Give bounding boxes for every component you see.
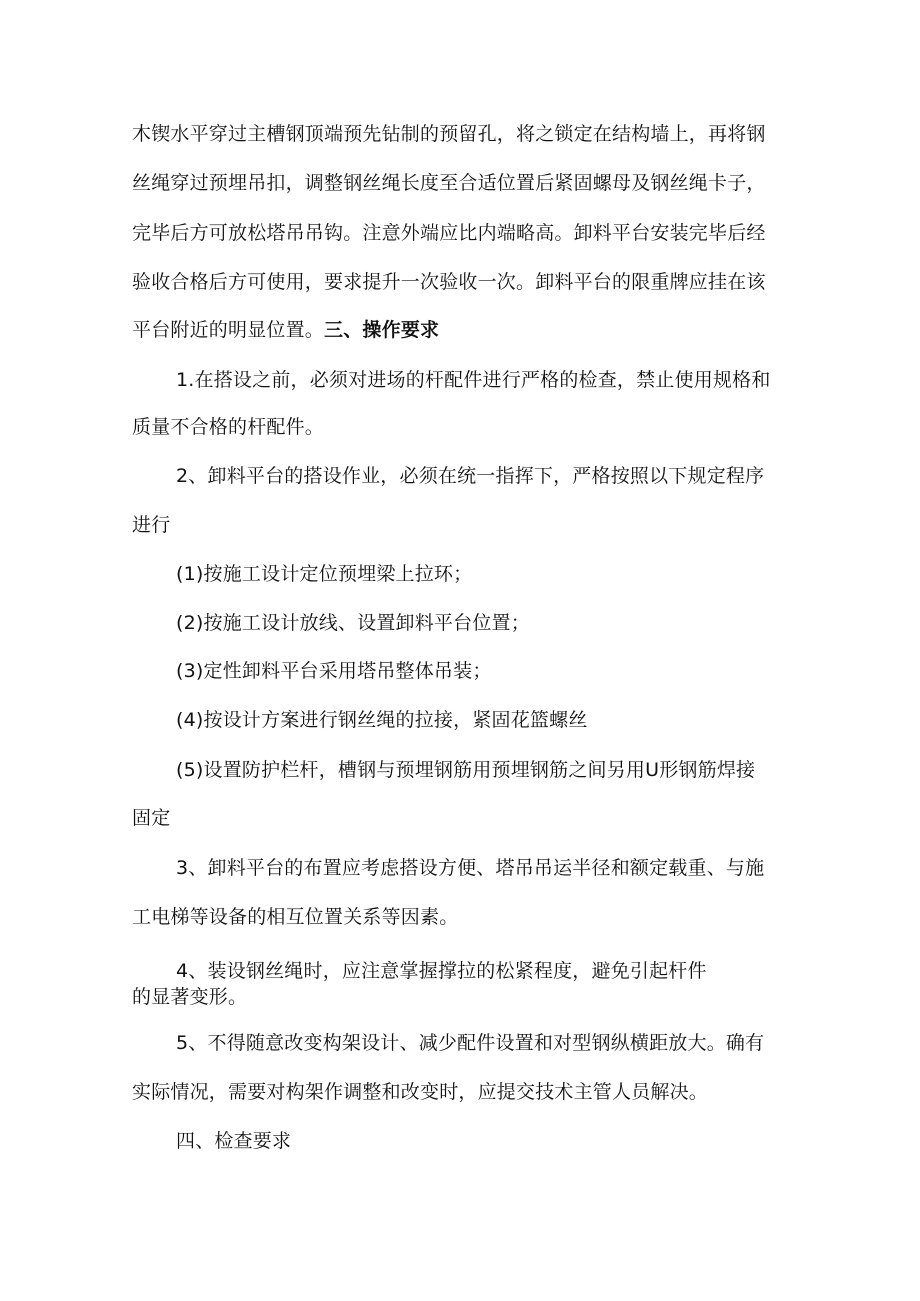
sub-item-4: (4)按设计方案进行钢丝绳的拉接，紧固花篮螺丝 (176, 709, 588, 731)
list-item-3-line: 3、卸料平台的布置应考虑搭设方便、塔吊吊运半径和额定载重、与施 (176, 857, 765, 879)
paragraph-line: 验收合格后方可使用，要求提升一次验收一次。卸料平台的限重牌应挂在该 (132, 271, 766, 293)
paragraph-line (132, 318, 439, 342)
section-heading-3: 三、操作要求 (324, 319, 440, 341)
list-item-2-line: 2、卸料平台的搭设作业，必须在统一指挥下，严格按照以下规定程序 (176, 465, 765, 487)
section-heading-4: 四、检查要求 (176, 1130, 292, 1152)
paragraph-line: 丝绳穿过预埋吊扣，调整钢丝绳长度至合适位置后紧固螺母及钢丝绳卡子， (132, 172, 766, 194)
sub-item-1: (1)按施工设计定位预埋梁上拉环； (176, 563, 473, 585)
sub-item-2: (2)按施工设计放线、设置卸料平台位置； (176, 612, 530, 634)
list-item-4-line: 的显著变形。 (132, 986, 248, 1008)
list-item-4-line: 4、装设钢丝绳时，应注意掌握撑拉的松紧程度，避免引起杆件 (176, 960, 707, 982)
list-item-1-line: 1.在搭设之前，必须对进场的杆配件进行严格的检查，禁止使用规格和 (176, 369, 771, 391)
paragraph-text: 平台附近的明显位置。 (132, 319, 325, 341)
list-item-5-line: 5、不得随意改变构架设计、减少配件设置和对型钢纵横距放大。确有 (176, 1032, 765, 1054)
list-item-2-line: 进行 (132, 514, 171, 536)
paragraph-line: 木锲水平穿过主槽钢顶端预先钻制的预留孔，将之锁定在结构墙上，再将钢 (132, 123, 766, 145)
list-item-5-line: 实际情况，需要对构架作调整和改变时，应提交技术主管人员解决。 (132, 1081, 709, 1103)
paragraph-line: 完毕后方可放松塔吊吊钩。注意外端应比内端略高。卸料平台安装完毕后经 (132, 222, 766, 244)
sub-item-5-line: (5)设置防护栏杆，槽钢与预埋钢筋用预埋钢筋之间另用U形钢筋焊接 (176, 759, 756, 781)
list-item-3-line: 工电梯等设备的相互位置关系等因素。 (132, 906, 459, 928)
list-item-1-line: 质量不合格的杆配件。 (132, 416, 325, 438)
sub-item-5-line: 固定 (132, 807, 171, 829)
sub-item-3: (3)定性卸料平台采用塔吊整体吊装； (176, 660, 492, 682)
